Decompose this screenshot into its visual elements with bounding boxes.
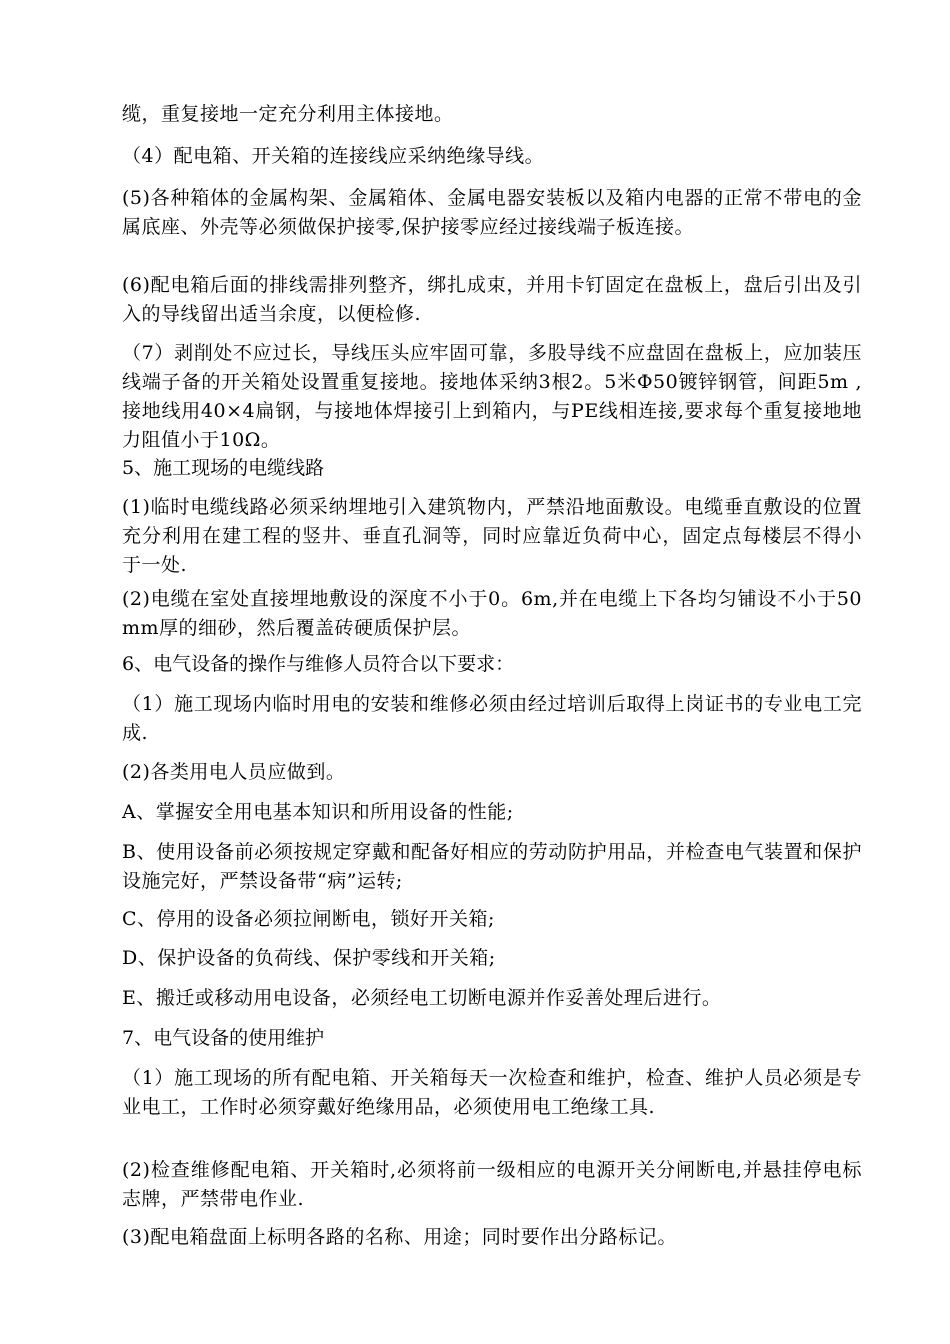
paragraph-staff-1: （1）施工现场内临时用电的安装和维修必须由经过培训后取得上岗证书的专业电工完成. bbox=[122, 693, 862, 744]
paragraph-cable-1: (1)临时电缆线路必须采纳埋地引入建筑物内，严禁沿地面敷设。电缆垂直敷设的位置充分利用在建工程的竖井、垂直孔洞等，同时应靠近负荷中心，固定点每楼层不得小于一处. bbox=[122, 496, 862, 576]
paragraph-item-7: （7）剥削处不应过长，导线压头应牢固可靠，多股导线不应盘固在盘板上，应加装压线端子备的开关箱处设置重复接地。接地体采纳3根2。5米Φ50镀锌钢管，间距5m ,接地线用40×4扁钢，与接地体焊接引上到箱内，与PE线相连接,要求每个重复接地地力阻值小于10Ω。 bbox=[122, 342, 862, 451]
paragraph-item-d: D、保护设备的负荷线、保护零线和开关箱; bbox=[122, 947, 496, 969]
paragraph-cable-2: (2)电缆在室处直接埋地敷设的深度不小于0。6m,并在电缆上下各均匀铺设不小于50mm厚的细砂，然后覆盖砖硬质保护层。 bbox=[122, 588, 862, 639]
paragraph-item-b: B、使用设备前必须按规定穿戴和配备好相应的劳动防护用品，并检查电气装置和保护设施完好，严禁设备带“病”运转; bbox=[122, 841, 862, 892]
section-heading-6: 6、电气设备的操作与维修人员符合以下要求： bbox=[122, 653, 515, 675]
paragraph-item-6: (6)配电箱后面的排线需排列整齐，绑扎成束，并用卡钉固定在盘板上，盘后引出及引入的导线留出适当余度，以便检修. bbox=[122, 274, 862, 325]
paragraph-maintenance-2: (2)检查维修配电箱、开关箱时,必须将前一级相应的电源开关分闸断电,并悬挂停电标志牌，严禁带电作业. bbox=[122, 1159, 862, 1210]
section-heading-5: 5、施工现场的电缆线路 bbox=[122, 457, 325, 479]
paragraph-item-c: C、停用的设备必须拉闸断电，锁好开关箱; bbox=[122, 908, 495, 930]
section-heading-7: 7、电气设备的使用维护 bbox=[122, 1027, 325, 1049]
paragraph-grounding-note: 缆，重复接地一定充分利用主体接地。 bbox=[122, 103, 454, 125]
paragraph-maintenance-1: （1）施工现场的所有配电箱、开关箱每天一次检查和维护，检查、维护人员必须是专业电工，工作时必须穿戴好绝缘用品，必须使用电工绝缘工具. bbox=[122, 1067, 862, 1118]
paragraph-item-4: （4）配电箱、开关箱的连接线应采纳绝缘导线。 bbox=[122, 145, 545, 167]
paragraph-staff-2: (2)各类用电人员应做到。 bbox=[122, 761, 346, 783]
paragraph-item-a: A、掌握安全用电基本知识和所用设备的性能; bbox=[122, 801, 514, 823]
paragraph-item-e: E、搬迁或移动用电设备，必须经电工切断电源并作妥善处理后进行。 bbox=[122, 987, 722, 1009]
paragraph-maintenance-3: (3)配电箱盘面上标明各路的名称、用途；同时要作出分路标记。 bbox=[122, 1226, 677, 1248]
paragraph-item-5: (5)各种箱体的金属构架、金属箱体、金属电器安装板以及箱内电器的正常不带电的金属底座、外壳等必须做保护接零,保护接零应经过接线端子板连接。 bbox=[122, 187, 862, 238]
